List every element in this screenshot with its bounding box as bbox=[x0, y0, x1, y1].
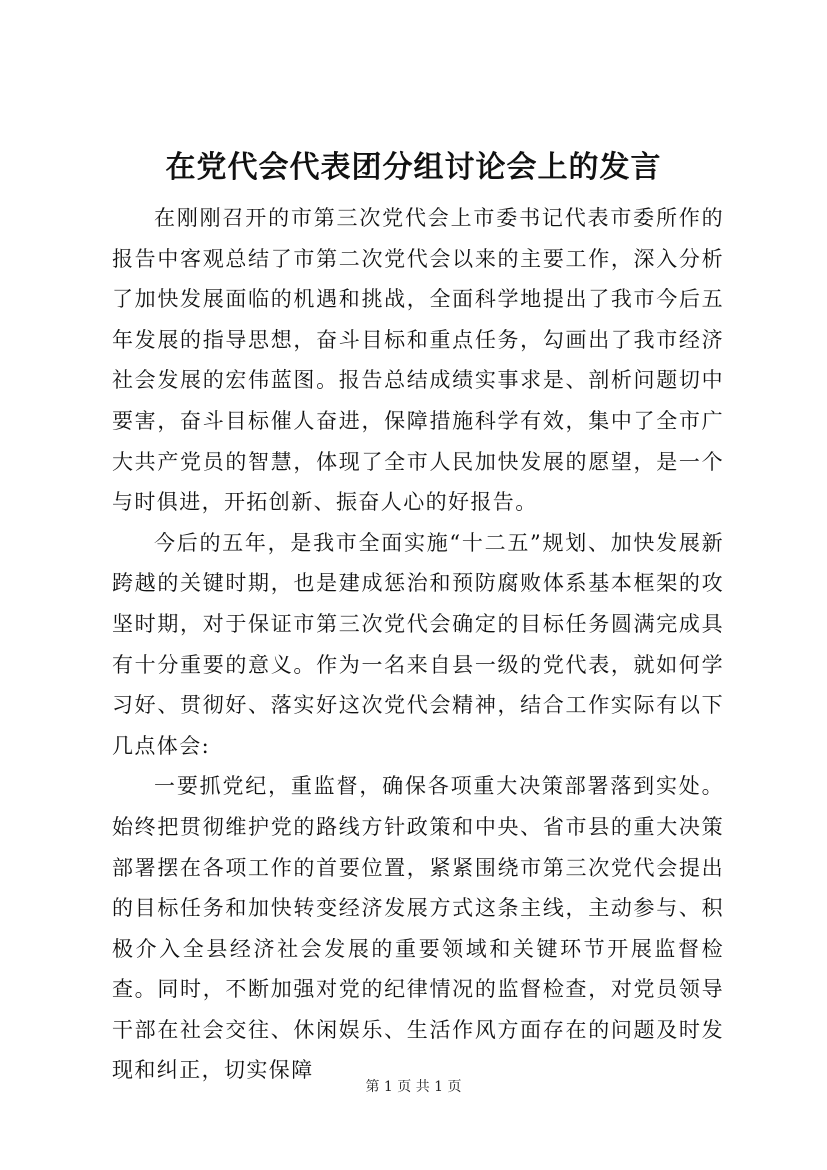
paragraph-2: 今后的五年，是我市全面实施“十二五”规划、加快发展新跨越的关键时期，也是建成惩治和预防腐败体系基本框架的攻坚时期，对于保证市第三次党代会确定的目标任务圆满完成具有十分重要的意义。作为一名来自县一级的党代表，就如何学习好、贯彻好、落实好这次党代会精神，结合工作实际有以下几点体会: bbox=[112, 530, 724, 758]
paragraph-1: 在刚刚召开的市第三次党代会上市委书记代表市委所作的报告中客观总结了市第二次党代会以来的主要工作，深入分析了加快发展面临的机遇和挑战，全面科学地提出了我市今后五年发展的指导思想，奋斗目标和重点任务，勾画出了我市经济社会发展的宏伟蓝图。报告总结成绩实事求是、剖析问题切中要害，奋斗目标催人奋进，保障措施科学有效，集中了全市广大共产党员的智慧，体现了全市人民加快发展的愿望，是一个与时俱进，开拓创新、振奋人心的好报告。 bbox=[112, 206, 724, 515]
page-footer: 第 1 页 共 1 页 bbox=[365, 1079, 462, 1095]
paragraph-3: 一要抓党纪，重监督，确保各项重大决策部署落到实处。始终把贯彻维护党的路线方针政策和中央、省市县的重大决策部署摆在各项工作的首要位置，紧紧围绕市第三次党代会提出的目标任务和加快转变经济发展方式这条主线，主动参与、积极介入全县经济社会发展的重要领域和关键环节开展监督检查。同时，不断加强对党的纪律情况的监督检查，对党员领导干部在社会交往、休闲娱乐、生活作风方面存在的问题及时发现和纠正，切实保障 bbox=[112, 774, 724, 1083]
document-body bbox=[112, 198, 724, 1091]
document-title: 在党代会代表团分组讨论会上的发言 bbox=[165, 150, 662, 185]
